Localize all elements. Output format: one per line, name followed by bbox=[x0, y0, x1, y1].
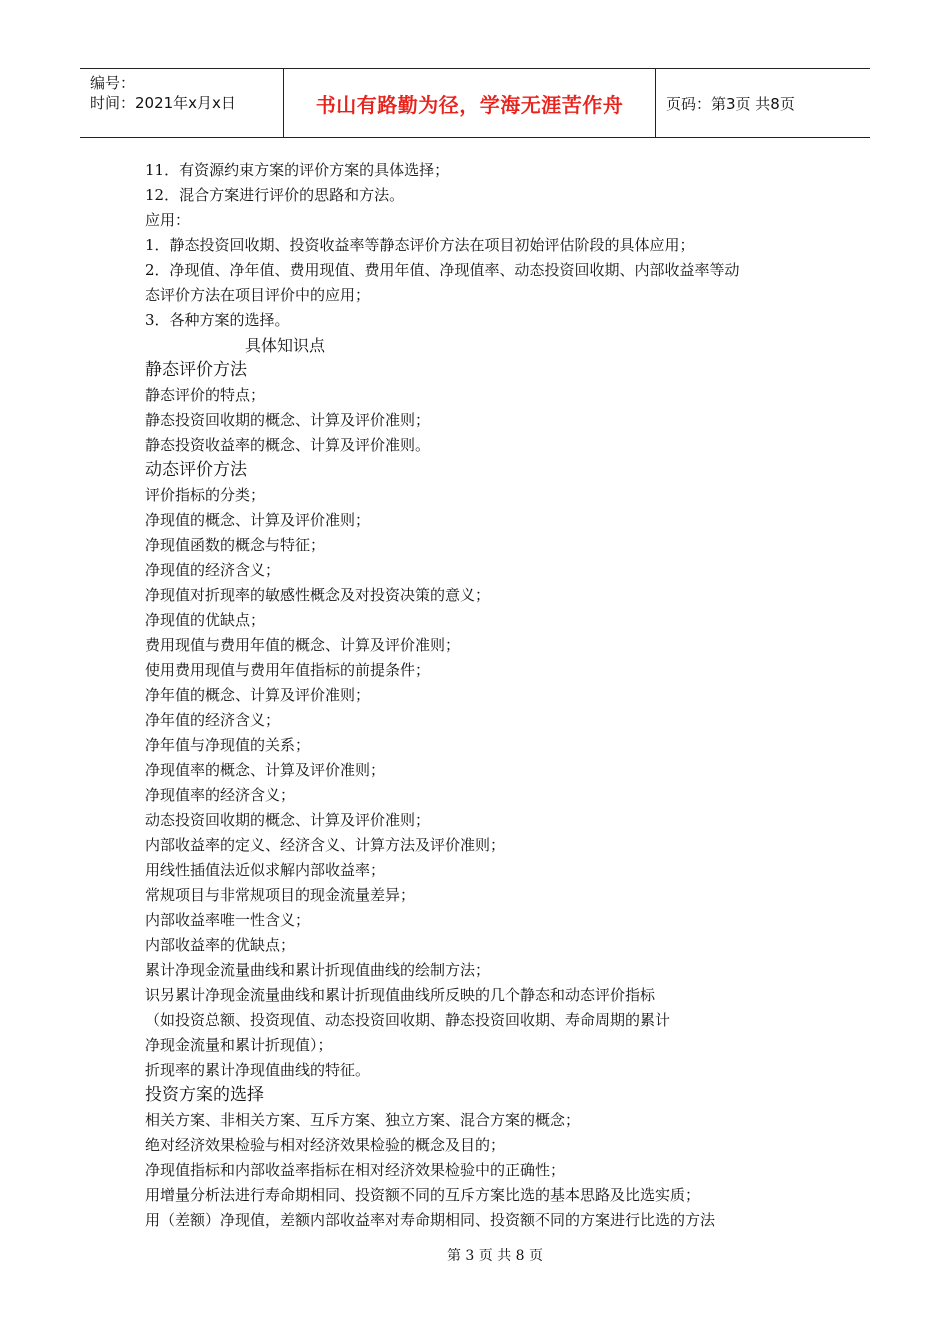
text-line: 12．混合方案进行评价的思路和方法。 bbox=[145, 186, 405, 204]
list-item: 用增量分析法进行寿命期相同、投资额不同的互斥方案比选的基本思路及比选实质； bbox=[145, 1186, 701, 1204]
text-line: 1．静态投资回收期、投资收益率等静态评价方法在项目初始评估阶段的具体应用； bbox=[145, 236, 695, 254]
list-item: 内部收益率的定义、经济含义、计算方法及评价准则； bbox=[145, 836, 506, 854]
header-page-info: 页码：第3页 共8页 bbox=[666, 94, 795, 113]
list-item: 净现值的经济含义； bbox=[145, 561, 281, 579]
list-item: 净年值与净现值的关系； bbox=[145, 736, 311, 754]
list-item: 净现值对折现率的敏感性概念及对投资决策的意义； bbox=[145, 586, 491, 604]
list-item: 净现值率的经济含义； bbox=[145, 786, 296, 804]
list-item: 静态投资收益率的概念、计算及评价准则。 bbox=[145, 436, 431, 454]
page-footer: 第 3 页 共 8 页 bbox=[446, 1248, 544, 1264]
list-item: 净现值指标和内部收益率指标在相对经济效果检验中的正确性； bbox=[145, 1161, 566, 1179]
list-item: 净现值函数的概念与特征； bbox=[145, 536, 326, 554]
list-item: 净年值的经济含义； bbox=[145, 711, 281, 729]
list-item: 用线性插值法近似求解内部收益率； bbox=[145, 861, 386, 879]
list-item: 折现率的累计净现值曲线的特征。 bbox=[145, 1061, 371, 1079]
list-item: 绝对经济效果检验与相对经济效果检验的概念及目的； bbox=[145, 1136, 506, 1154]
document-body bbox=[145, 158, 825, 1233]
text-line: 3．各种方案的选择。 bbox=[145, 311, 290, 329]
list-item: 使用费用现值与费用年值指标的前提条件； bbox=[145, 661, 431, 679]
list-item: 静态投资回收期的概念、计算及评价准则； bbox=[145, 411, 431, 429]
list-item: 内部收益率唯一性含义； bbox=[145, 911, 311, 929]
list-item: 用（差额）净现值，差额内部收益率对寿命期相同、投资额不同的方案进行比选的方法 bbox=[145, 1211, 716, 1229]
text-line: 2．净现值、净年值、费用现值、费用年值、净现值率、动态投资回收期、内部收益率等动 bbox=[145, 261, 740, 279]
list-item: 净现金流量和累计折现值）； bbox=[145, 1036, 333, 1054]
list-item: 静态评价的特点； bbox=[145, 386, 266, 404]
center-title: 具体知识点 bbox=[245, 336, 326, 355]
page-header bbox=[80, 68, 870, 138]
header-motto: 书山有路勤为径，学海无涯苦作舟 bbox=[284, 69, 656, 137]
list-item: 净现值的优缺点； bbox=[145, 611, 266, 629]
section-heading: 动态评价方法 bbox=[145, 460, 247, 480]
list-item: （如投资总额、投资现值、动态投资回收期、静态投资回收期、寿命周期的累计 bbox=[145, 1011, 671, 1029]
list-item: 评价指标的分类； bbox=[145, 486, 266, 504]
list-item: 净现值率的概念、计算及评价准则； bbox=[145, 761, 386, 779]
text-line: 11．有资源约束方案的评价方案的具体选择； bbox=[145, 161, 450, 179]
section-heading: 静态评价方法 bbox=[145, 360, 247, 380]
list-item: 净现值的概念、计算及评价准则； bbox=[145, 511, 371, 529]
date-text: 时间：2021年x月x日 bbox=[90, 94, 236, 112]
list-item: 内部收益率的优缺点； bbox=[145, 936, 296, 954]
header-meta bbox=[80, 69, 284, 137]
list-item: 常规项目与非常规项目的现金流量差异； bbox=[145, 886, 416, 904]
list-item: 费用现值与费用年值的概念、计算及评价准则； bbox=[145, 636, 461, 654]
list-item: 净年值的概念、计算及评价准则； bbox=[145, 686, 371, 704]
list-item: 识另累计净现金流量曲线和累计折现值曲线所反映的几个静态和动态评价指标 bbox=[145, 986, 656, 1004]
list-item: 相关方案、非相关方案、互斥方案、独立方案、混合方案的概念； bbox=[145, 1111, 581, 1129]
text-line: 态评价方法在项目评价中的应用； bbox=[145, 286, 371, 304]
text-line: 应用： bbox=[145, 211, 191, 229]
list-item: 累计净现金流量曲线和累计折现值曲线的绘制方法； bbox=[145, 961, 491, 979]
section-heading: 投资方案的选择 bbox=[145, 1085, 264, 1105]
code-label: 编号： bbox=[90, 74, 136, 92]
list-item: 动态投资回收期的概念、计算及评价准则； bbox=[145, 811, 431, 829]
